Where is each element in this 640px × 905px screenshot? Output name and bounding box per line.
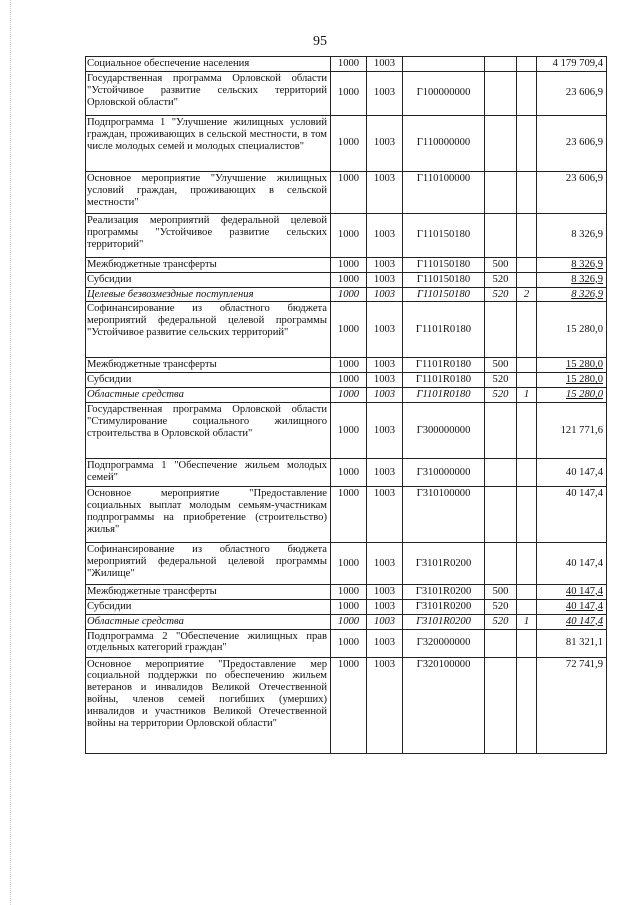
row-source (517, 213, 537, 257)
row-amount: 40 147,4 (537, 543, 607, 585)
row-section: 1000 (331, 403, 367, 459)
row-amount: 15 280,0 (537, 388, 607, 403)
row-expense-type (485, 459, 517, 487)
row-target-code: Г110000000 (403, 115, 485, 171)
row-subsection: 1003 (367, 57, 403, 72)
row-section: 1000 (331, 302, 367, 358)
row-amount: 8 326,9 (537, 272, 607, 287)
row-amount: 40 147,4 (537, 614, 607, 629)
table-row (86, 388, 607, 403)
row-amount: 40 147,4 (537, 585, 607, 600)
row-amount: 23 606,9 (537, 71, 607, 115)
row-subsection: 1003 (367, 629, 403, 657)
row-source (517, 629, 537, 657)
row-subsection: 1003 (367, 115, 403, 171)
row-source (517, 403, 537, 459)
row-name: Подпрограмма 1 "Улучшение жилищных условий граждан, проживающих в сельской местности, в том числе молодых семей и молодых специалистов" (86, 115, 331, 171)
row-name: Межбюджетные трансферты (86, 358, 331, 373)
row-section: 1000 (331, 71, 367, 115)
row-expense-type (485, 171, 517, 213)
row-expense-type: 520 (485, 373, 517, 388)
row-name: Межбюджетные трансферты (86, 257, 331, 272)
row-source (517, 543, 537, 585)
row-subsection: 1003 (367, 272, 403, 287)
row-section: 1000 (331, 459, 367, 487)
row-source (517, 487, 537, 543)
table-row (86, 115, 607, 171)
table-row (86, 171, 607, 213)
row-name: Государственная программа Орловской области "Устойчивое развитие сельских территорий Орловской области" (86, 71, 331, 115)
row-section: 1000 (331, 257, 367, 272)
row-name: Софинансирование из областного бюджета мероприятий федеральной целевой программы "Жилище" (86, 543, 331, 585)
row-source (517, 585, 537, 600)
row-source (517, 459, 537, 487)
row-target-code: Г310100000 (403, 487, 485, 543)
table-row (86, 599, 607, 614)
row-expense-type: 520 (485, 272, 517, 287)
row-section: 1000 (331, 213, 367, 257)
row-section: 1000 (331, 388, 367, 403)
row-expense-type (485, 115, 517, 171)
row-source: 1 (517, 388, 537, 403)
row-section: 1000 (331, 272, 367, 287)
row-subsection: 1003 (367, 543, 403, 585)
row-name: Государственная программа Орловской области "Стимулирование социального жилищного строительства в Орловской области" (86, 403, 331, 459)
row-name: Социальное обеспечение населения (86, 57, 331, 72)
row-target-code: Г100000000 (403, 71, 485, 115)
row-source: 2 (517, 287, 537, 302)
row-amount: 8 326,9 (537, 257, 607, 272)
row-amount: 15 280,0 (537, 373, 607, 388)
table-row (86, 272, 607, 287)
row-expense-type (485, 629, 517, 657)
row-subsection: 1003 (367, 287, 403, 302)
row-subsection: 1003 (367, 373, 403, 388)
row-amount: 23 606,9 (537, 171, 607, 213)
row-amount: 8 326,9 (537, 213, 607, 257)
table-row (86, 629, 607, 657)
row-section: 1000 (331, 57, 367, 72)
row-target-code (403, 57, 485, 72)
row-expense-type (485, 403, 517, 459)
row-target-code: Г3101R0200 (403, 543, 485, 585)
row-expense-type: 500 (485, 585, 517, 600)
row-name: Подпрограмма 1 "Обеспечение жильем молодых семей" (86, 459, 331, 487)
row-source (517, 358, 537, 373)
row-amount: 81 321,1 (537, 629, 607, 657)
row-section: 1000 (331, 373, 367, 388)
row-section: 1000 (331, 115, 367, 171)
row-subsection: 1003 (367, 388, 403, 403)
row-name: Реализация мероприятий федеральной целевой программы "Устойчивое развитие сельских территорий" (86, 213, 331, 257)
row-section: 1000 (331, 287, 367, 302)
row-subsection: 1003 (367, 213, 403, 257)
row-source (517, 57, 537, 72)
row-expense-type (485, 57, 517, 72)
row-source (517, 115, 537, 171)
row-name: Целевые безвозмездные поступления (86, 287, 331, 302)
row-subsection: 1003 (367, 599, 403, 614)
row-source (517, 171, 537, 213)
row-section: 1000 (331, 358, 367, 373)
row-amount: 23 606,9 (537, 115, 607, 171)
row-subsection: 1003 (367, 171, 403, 213)
row-target-code: Г3101R0200 (403, 585, 485, 600)
table-row (86, 487, 607, 543)
row-name: Областные средства (86, 388, 331, 403)
row-target-code: Г110150180 (403, 257, 485, 272)
row-source (517, 272, 537, 287)
row-expense-type: 520 (485, 614, 517, 629)
table-row (86, 657, 607, 753)
row-name: Субсидии (86, 599, 331, 614)
row-amount: 40 147,4 (537, 459, 607, 487)
row-target-code: Г310000000 (403, 459, 485, 487)
row-subsection: 1003 (367, 71, 403, 115)
budget-table (85, 56, 607, 754)
row-amount: 40 147,4 (537, 599, 607, 614)
row-subsection: 1003 (367, 257, 403, 272)
row-expense-type (485, 487, 517, 543)
row-target-code: Г3101R0200 (403, 614, 485, 629)
table-row (86, 71, 607, 115)
row-target-code: Г1101R0180 (403, 302, 485, 358)
row-section: 1000 (331, 629, 367, 657)
row-section: 1000 (331, 543, 367, 585)
row-expense-type (485, 543, 517, 585)
table-row (86, 57, 607, 72)
row-target-code: Г320000000 (403, 629, 485, 657)
row-source (517, 257, 537, 272)
row-target-code: Г1101R0180 (403, 388, 485, 403)
row-expense-type (485, 302, 517, 358)
row-expense-type: 500 (485, 257, 517, 272)
row-subsection: 1003 (367, 657, 403, 753)
row-target-code: Г3101R0200 (403, 599, 485, 614)
row-subsection: 1003 (367, 614, 403, 629)
row-name: Софинансирование из областного бюджета мероприятий федеральной целевой программы "Устойчивое развитие сельских территорий" (86, 302, 331, 358)
row-section: 1000 (331, 171, 367, 213)
row-subsection: 1003 (367, 459, 403, 487)
row-name: Областные средства (86, 614, 331, 629)
row-source (517, 71, 537, 115)
row-subsection: 1003 (367, 403, 403, 459)
row-subsection: 1003 (367, 302, 403, 358)
table-row (86, 373, 607, 388)
table-row (86, 585, 607, 600)
table-row (86, 213, 607, 257)
row-target-code: Г300000000 (403, 403, 485, 459)
row-expense-type (485, 71, 517, 115)
row-amount: 40 147,4 (537, 487, 607, 543)
table-row (86, 302, 607, 358)
row-expense-type: 520 (485, 599, 517, 614)
row-subsection: 1003 (367, 585, 403, 600)
row-section: 1000 (331, 614, 367, 629)
row-expense-type: 500 (485, 358, 517, 373)
row-target-code: Г1101R0180 (403, 373, 485, 388)
row-expense-type (485, 213, 517, 257)
row-subsection: 1003 (367, 487, 403, 543)
row-name: Основное мероприятие "Предоставление мер социальной поддержки по обеспечению жильем ветеранов и инвалидов Великой Отечественной войны, членов семей погибших (умерших) инвалидов и участников Великой Отечественной войны на территории Орловской области" (86, 657, 331, 753)
row-target-code: Г1101R0180 (403, 358, 485, 373)
row-amount: 8 326,9 (537, 287, 607, 302)
row-source (517, 302, 537, 358)
row-section: 1000 (331, 657, 367, 753)
row-source: 1 (517, 614, 537, 629)
row-expense-type: 520 (485, 388, 517, 403)
row-section: 1000 (331, 585, 367, 600)
row-name: Субсидии (86, 373, 331, 388)
row-source (517, 373, 537, 388)
row-name: Подпрограмма 2 "Обеспечение жилищных прав отдельных категорий граждан" (86, 629, 331, 657)
page-number: 95 (313, 34, 327, 49)
table-row (86, 358, 607, 373)
row-amount: 121 771,6 (537, 403, 607, 459)
row-amount: 15 280,0 (537, 358, 607, 373)
table-row (86, 543, 607, 585)
row-source (517, 599, 537, 614)
table-row (86, 459, 607, 487)
row-subsection: 1003 (367, 358, 403, 373)
row-amount: 15 280,0 (537, 302, 607, 358)
row-target-code: Г110150180 (403, 213, 485, 257)
row-target-code: Г110150180 (403, 272, 485, 287)
table-row (86, 257, 607, 272)
row-expense-type: 520 (485, 287, 517, 302)
row-target-code: Г110150180 (403, 287, 485, 302)
table-row (86, 287, 607, 302)
row-section: 1000 (331, 599, 367, 614)
row-target-code: Г320100000 (403, 657, 485, 753)
table-row (86, 614, 607, 629)
row-name: Субсидии (86, 272, 331, 287)
table-row (86, 403, 607, 459)
row-name: Основное мероприятие "Предоставление социальных выплат молодым семьям-участникам подпрограммы на приобретение (строительство) жилья" (86, 487, 331, 543)
row-name: Основное мероприятие "Улучшение жилищных условий граждан, проживающих в сельской местности" (86, 171, 331, 213)
row-name: Межбюджетные трансферты (86, 585, 331, 600)
row-target-code: Г110100000 (403, 171, 485, 213)
scan-edge-marks (10, 0, 12, 905)
row-amount: 72 741,9 (537, 657, 607, 753)
row-section: 1000 (331, 487, 367, 543)
row-source (517, 657, 537, 753)
row-amount: 4 179 709,4 (537, 57, 607, 72)
row-expense-type (485, 657, 517, 753)
